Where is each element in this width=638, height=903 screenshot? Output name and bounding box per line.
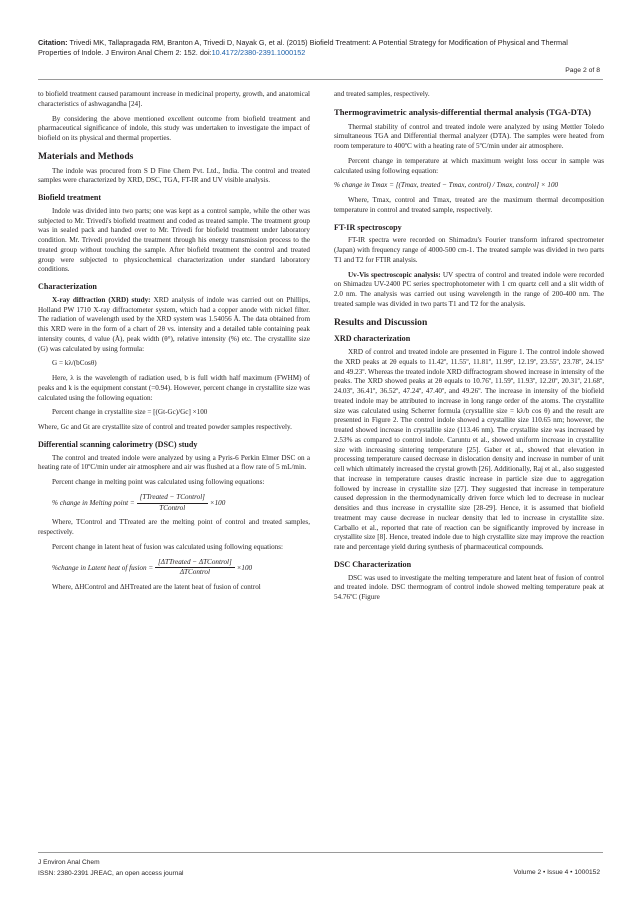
equation-lhs: % change in Melting point = <box>52 498 135 507</box>
doi-link[interactable]: 10.4172/2380-2391.1000152 <box>211 48 306 57</box>
equation-melting-point <box>52 493 310 514</box>
subsection-heading: Biofield treatment <box>38 193 102 202</box>
paragraph-text: UV spectra of control and treated indole were recorded on Shimadzu UV-2400 PC series spectrophotometer with 1 cm quartz cell and a slit width of 2.0 nm. The analysis was carried out using wavelength in the range of 200-400 nm. The treated sample was divided in two parts T1 and T2 for the analysis. <box>334 270 605 308</box>
right-column <box>334 90 604 608</box>
paragraph: and treated samples, respectively. <box>334 90 430 98</box>
equation-lhs: %change in Latent heat of fusion = <box>52 563 154 572</box>
section-heading: Materials and Methods <box>38 150 134 162</box>
subsection-heading: FT-IR spectroscopy <box>334 222 402 232</box>
paragraph: Where, Tmax, control and Tmax, treated are the maximum thermal decomposition temperature in control and treated sample, respectively. <box>334 196 604 214</box>
fraction <box>155 558 235 579</box>
fraction-numerator: [TTreated − TControl] <box>137 493 208 504</box>
page-number: Page 2 of 8 <box>565 67 600 74</box>
fraction <box>137 493 208 514</box>
equation-tmax: % change in Tmax = [(Tmax, treated − Tmax, control) / Tmax, control] × 100 <box>334 181 559 190</box>
paragraph: The control and treated indole were analyzed by using a Pyris-6 Perkin Elmer DSC on a heating rate of 10ºC/min under air atmosphere and air was flushed at a flow rate of 5 mL/min. <box>38 453 310 472</box>
subsection-heading: DSC Characterization <box>334 559 412 569</box>
paragraph: Where, ΔHControl and ΔHTreated are the latent heat of fusion of control <box>52 583 261 591</box>
paragraph: The indole was procured from S D Fine Chem Pvt. Ltd., India. The control and treated samples were characterized by XRD, DSC, TGA, FT-IR and UV visible analysis. <box>38 166 310 185</box>
paragraph-text: XRD analysis of indole was carried out on Phillips, Holland PW 1710 X-ray diffractometer system, which had a copper anode with nickel filter. The radiation of wavelength used by the XRD system was 1.54056 Å. The data obtained from this XRD were in the form of a chart of 2θ vs. intensity and a detailed table containing peak intensity counts, d value (Å), peak width (θ°), relative intensity (%) etc. The crystallite size (G) was calculated by using formula: <box>38 295 310 353</box>
paragraph: Indole was divided into two parts; one was kept as a control sample, while the other was subjected to Mr. Trivedi's biofield treatment and coded as treated sample. The treatment group was in sealed pack and handed over to Mr. Trivedi for biofield treatment under laboratory condition. Mr. Trivedi provided the treatment through his energy transmission process to the treated group without touching the sample. After biofield treatment the control and treated group were subjected to physicochemical characterization under standard laboratory conditions. <box>38 206 310 274</box>
footer-issn: ISSN: 2380-2391 JREAC, an open access journal <box>38 870 184 877</box>
equation-tail: ×100 <box>209 498 226 507</box>
equation-latent-heat <box>52 558 310 579</box>
citation-header <box>38 38 603 58</box>
footer-volume: Volume 2 • Issue 4 • 1000152 <box>513 869 600 876</box>
paragraph: Here, λ is the wavelength of radiation used, b is full width half maximum (FWHM) of peaks and k is the equipment constant (=0.94). However, percent change in crystallite size was calculated using the following equation: <box>38 374 310 402</box>
paragraph: Thermal stability of control and treated indole were analyzed by using Mettler Toledo simultaneous TGA and Differential thermal analyzer (DTA). The samples were heated from room temperature to 400ºC with a heating rate of 5ºC/min under air atmosphere. <box>334 122 604 150</box>
paragraph: Percent change in temperature at which maximum weight loss occur in sample was calculated using following equation: <box>334 156 604 175</box>
section-heading: Thermogravimetric analysis-differential thermal analysis (TGA-DTA) <box>334 106 591 117</box>
equation-tail: ×100 <box>236 563 253 572</box>
paragraph: Where, Gc and Gt are crystallite size of control and treated powder samples respectively. <box>38 423 292 431</box>
footer-journal: J Environ Anal Chem <box>38 859 100 866</box>
subsection-heading: Characterization <box>38 282 97 291</box>
fraction-denominator: TControl <box>159 503 186 512</box>
run-in-heading: Uv-Vis spectroscopic analysis: <box>348 270 441 279</box>
paragraph: Percent change in melting point was calculated using following equations: <box>52 478 265 486</box>
paragraph: XRD of control and treated indole are presented in Figure 1. The control indole showed the XRD peaks at 2θ equals to 11.42º, 11.55º, 11.81º, 11.99º, 12.19º, 23.55º, 23.78º, 24.15º and 49.23º. Whereas the treated indole XRD diffractogram showed increase in intensity of the peaks. The XRD showed peaks at 2θ equals to 10.76º, 11.59º, 11.93º, 12.20º, 20.31º, 21.68º, 24.03º, 36.41º, 36.52º, 47.24º, 47.40º, and 49.26º. The increase in intensity of the biofield treated indole may be attributed to increase in long range order of the atoms. The crystallite size was calculated using Scherrer formula (crystallite size = kλ/b cos θ) and the result are presented in Figure 2. The control indole showed a crystallite size 110.65 nm; however, the treated showed increase in crystallite size (113.46 nm). The crystallite size was increased by 2.53% as compared to control indole. Caruntu et al., showed uniform increase in crystallite size with increasing sintering temperature [25]. Gaber et al., showed that elevation in processing temperature caused decrease in dislocation density and increase in number of unit cell which ultimately increased the crystal growth [26]. Additionally, Raj et al., also suggested that increase in temperature causes drastic increase in particle size due to aggregation followed by increase in crystallite size [27]. They suggested that increase in temperature caused depression in the thermodynamically driven force which led to decrease in nuclear densities and thus increase in crystallite size [28-29]. Hence, it is assumed that biofield treatment may cause decrease in nuclear density that led to increase in crystallite size. Carballo et al., reported that rate of reaction can be significantly improved by increase in crystallite size [8]. Hence, treated indole due to high crystallite size may improve the reaction rate and percentage yield during synthesis of pharmaceutical compounds. <box>334 348 604 551</box>
paragraph <box>38 296 310 355</box>
paragraph: to biofield treatment caused paramount increase in medicinal property, growth, and anatomical characteristics of ashwagandha [24]. <box>38 90 310 108</box>
left-column <box>38 90 310 598</box>
paragraph <box>334 271 604 310</box>
paragraph: Where, TControl and TTreated are the melting point of control and treated samples, respectively. <box>38 518 310 536</box>
run-in-heading: X-ray diffraction (XRD) study: <box>52 295 151 304</box>
paragraph: DSC was used to investigate the melting temperature and latent heat of fusion of control and treated indole. DSC thermogram of control indole showed melting temperature peak at 54.76ºC (Figure <box>334 573 604 601</box>
page-footer <box>38 852 603 879</box>
section-heading: Results and Discussion <box>334 316 428 328</box>
subsection-heading: XRD characterization <box>334 334 411 344</box>
fraction-numerator: [ΔTTreated − ΔTControl] <box>155 558 235 569</box>
equation: Percent change in crystallite size = [(Gt-Gc)/Gc] ×100 <box>52 408 208 417</box>
equation: G = kλ/(bCosθ) <box>52 359 97 368</box>
paragraph: FT-IR spectra were recorded on Shimadzu's Fourier transform infrared spectrometer (Japan) with frequency range of 4000-500 cm-1. The treated sample was divided in two parts T1 and T2 for FTIR analysis. <box>334 236 604 264</box>
fraction-denominator: ΔTControl <box>179 568 210 577</box>
paragraph: By considering the above mentioned excellent outcome from biofield treatment and pharmaceutical significance of indole, this study was undertaken to investigate the impact of biofield on its physical and thermal properties. <box>38 114 310 142</box>
citation-text: Trivedi MK, Tallapragada RM, Branton A, Trivedi D, Nayak G, et al. (2015) Biofield Treatment: A Potential Strategy for Modification of Physical and Thermal Properties of Indole. J Environ Anal Chem 2: 152. doi: <box>38 38 568 57</box>
page-bar <box>38 66 603 80</box>
subsection-heading: Differential scanning calorimetry (DSC) study <box>38 439 198 449</box>
citation-label: Citation: <box>38 38 68 47</box>
paragraph: Percent change in latent heat of fusion was calculated using following equations: <box>52 542 284 551</box>
